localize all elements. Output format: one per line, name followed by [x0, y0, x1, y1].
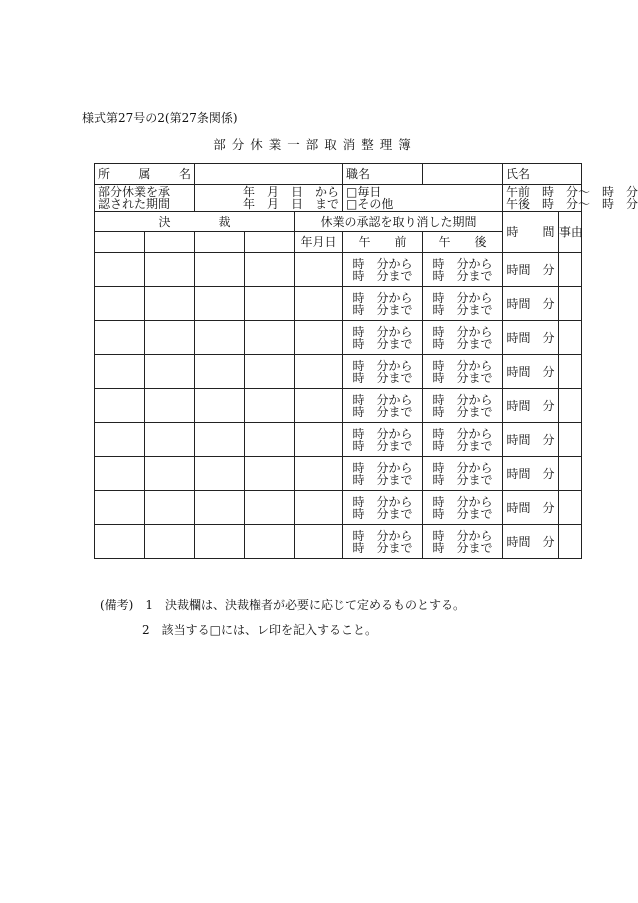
stamp-cell[interactable]: [245, 355, 295, 389]
am-time-cell[interactable]: [343, 423, 423, 457]
stamp-cell[interactable]: [145, 525, 195, 559]
am-time-line: 午前 時 分～ 時 分: [506, 185, 638, 199]
am-time-cell[interactable]: [343, 525, 423, 559]
am-time-cell[interactable]: [343, 321, 423, 355]
time-from: 時 分から: [432, 426, 493, 441]
stamp-cell[interactable]: [245, 525, 295, 559]
stamp-cell[interactable]: [95, 287, 145, 321]
daily-checkbox[interactable]: □毎日: [346, 185, 382, 199]
stamp-cell[interactable]: [145, 389, 195, 423]
hours-value: 時間 分: [506, 330, 555, 345]
reason-cell[interactable]: [559, 389, 582, 423]
stamp-cell[interactable]: [195, 355, 245, 389]
pm-time-cell[interactable]: [423, 423, 503, 457]
form-number-label: 様式第27号の2(第27条関係): [82, 111, 238, 125]
remarks-note-1: (備考) 1 決裁欄は、決裁権者が必要に応じて定めるものとする。: [100, 598, 466, 612]
stamp-cell[interactable]: [145, 457, 195, 491]
date-cell[interactable]: [295, 525, 343, 559]
hours-cell[interactable]: [503, 321, 559, 355]
reason-cell[interactable]: [559, 321, 582, 355]
stamp-cell[interactable]: [195, 287, 245, 321]
remarks-note-2: 2 該当する□には、レ印を記入すること。: [142, 623, 377, 637]
job-title-value-cell[interactable]: [423, 164, 503, 185]
date-cell[interactable]: [295, 287, 343, 321]
stamp-cell[interactable]: [195, 321, 245, 355]
date-cell[interactable]: [295, 355, 343, 389]
reason-cell[interactable]: [559, 355, 582, 389]
approved-period-label-cell: [95, 185, 195, 212]
time-to: 時 分まで: [352, 540, 413, 555]
stamp-cell[interactable]: [245, 389, 295, 423]
decision-slot[interactable]: [95, 232, 145, 253]
stamp-cell[interactable]: [195, 423, 245, 457]
approved-period-row: [95, 185, 582, 212]
stamp-cell[interactable]: [195, 525, 245, 559]
pm-time-cell[interactable]: [423, 253, 503, 287]
approved-period-label-line1: 部分休業を承: [98, 185, 171, 199]
date-from-line: 年 月 日 から: [243, 185, 340, 199]
time-from: 時 分から: [352, 324, 413, 339]
table-row: [95, 491, 582, 525]
am-time-cell[interactable]: [343, 491, 423, 525]
time-to: 時 分まで: [432, 472, 493, 487]
stamp-cell[interactable]: [245, 457, 295, 491]
hours-value: 時間 分: [506, 432, 555, 447]
stamp-cell[interactable]: [145, 287, 195, 321]
stamp-cell[interactable]: [145, 321, 195, 355]
date-cell[interactable]: [295, 491, 343, 525]
stamp-cell[interactable]: [195, 491, 245, 525]
decision-slot[interactable]: [145, 232, 195, 253]
date-to-line: 年 月 日 まで: [243, 197, 340, 211]
pm-time-cell[interactable]: [423, 525, 503, 559]
time-to: 時 分まで: [352, 302, 413, 317]
time-from: 時 分から: [432, 256, 493, 271]
time-from: 時 分から: [352, 426, 413, 441]
time-to: 時 分まで: [352, 506, 413, 521]
time-to: 時 分まで: [352, 404, 413, 419]
pm-time-line: 午後 時 分～ 時 分: [506, 197, 638, 211]
hours-cell[interactable]: [503, 525, 559, 559]
reason-cell[interactable]: [559, 491, 582, 525]
am-time-cell[interactable]: [343, 287, 423, 321]
date-cell[interactable]: [295, 321, 343, 355]
table-row: [95, 321, 582, 355]
stamp-cell[interactable]: [95, 423, 145, 457]
table-row: [95, 423, 582, 457]
reason-cell[interactable]: [559, 253, 582, 287]
time-to: 時 分まで: [432, 404, 493, 419]
decision-label: 決 裁: [95, 212, 295, 232]
hours-cell[interactable]: [503, 253, 559, 287]
time-from: 時 分から: [352, 392, 413, 407]
ymd-label: 年月日: [295, 232, 343, 253]
stamp-cell[interactable]: [95, 457, 145, 491]
stamp-cell[interactable]: [95, 253, 145, 287]
stamp-cell[interactable]: [145, 355, 195, 389]
stamp-cell[interactable]: [245, 253, 295, 287]
hours-cell[interactable]: [503, 491, 559, 525]
pm-time-cell[interactable]: [423, 321, 503, 355]
pm-time-cell[interactable]: [423, 287, 503, 321]
cancellation-ledger-table: [94, 163, 638, 559]
time-from: 時 分から: [432, 324, 493, 339]
time-from: 時 分から: [432, 392, 493, 407]
document-title: 部分休業一部取消整理簿: [213, 137, 417, 152]
affiliation-row: [95, 164, 582, 185]
affiliation-label: 所 属 名: [95, 164, 195, 185]
stamp-cell[interactable]: [145, 423, 195, 457]
am-time-cell[interactable]: [343, 355, 423, 389]
time-to: 時 分まで: [432, 540, 493, 555]
hours-cell[interactable]: [503, 287, 559, 321]
stamp-cell[interactable]: [145, 253, 195, 287]
stamp-cell[interactable]: [95, 321, 145, 355]
decision-slot[interactable]: [245, 232, 295, 253]
table-row: [95, 253, 582, 287]
time-to: 時 分まで: [352, 370, 413, 385]
stamp-cell[interactable]: [245, 423, 295, 457]
hours-value: 時間 分: [506, 500, 555, 515]
time-from: 時 分から: [352, 256, 413, 271]
stamp-cell[interactable]: [145, 491, 195, 525]
table-row: [95, 355, 582, 389]
hours-cell[interactable]: [503, 355, 559, 389]
section-header-row: [95, 212, 582, 232]
other-checkbox[interactable]: □その他: [346, 197, 394, 211]
decision-slot[interactable]: [195, 232, 245, 253]
time-to: 時 分まで: [432, 506, 493, 521]
am-time-cell[interactable]: [343, 389, 423, 423]
approved-period-label-line2: 認された期間: [98, 197, 171, 211]
time-to: 時 分まで: [432, 370, 493, 385]
time-to: 時 分まで: [432, 302, 493, 317]
name-label: 氏名: [506, 167, 531, 181]
hours-value: 時間 分: [506, 534, 555, 549]
stamp-cell[interactable]: [195, 457, 245, 491]
reason-label: 事由: [559, 212, 582, 253]
time-from: 時 分から: [352, 358, 413, 373]
reason-cell[interactable]: [559, 423, 582, 457]
date-cell[interactable]: [295, 253, 343, 287]
hours-cell[interactable]: [503, 423, 559, 457]
frequency-options-cell: [343, 185, 503, 212]
stamp-cell[interactable]: [245, 287, 295, 321]
stamp-cell[interactable]: [245, 491, 295, 525]
stamp-cell[interactable]: [195, 389, 245, 423]
pm-time-cell[interactable]: [423, 491, 503, 525]
job-title-label: 職名: [346, 167, 371, 181]
hours-label: 時 間: [503, 212, 559, 253]
reason-cell[interactable]: [559, 287, 582, 321]
hours-value: 時間 分: [506, 296, 555, 311]
hours-cell[interactable]: [503, 389, 559, 423]
table-row: [95, 525, 582, 559]
date-cell[interactable]: [295, 423, 343, 457]
approved-date-range-cell[interactable]: [195, 185, 343, 212]
reason-cell[interactable]: [559, 525, 582, 559]
table-row: [95, 457, 582, 491]
pm-label: 午 後: [423, 232, 503, 253]
reason-cell[interactable]: [559, 457, 582, 491]
time-to: 時 分まで: [352, 268, 413, 283]
time-from: 時 分から: [432, 460, 493, 475]
time-to: 時 分まで: [352, 472, 413, 487]
ledger-rows: [95, 253, 582, 559]
time-from: 時 分から: [432, 358, 493, 373]
time-from: 時 分から: [432, 528, 493, 543]
time-from: 時 分から: [432, 290, 493, 305]
stamp-cell[interactable]: [95, 355, 145, 389]
am-time-cell[interactable]: [343, 253, 423, 287]
cancel-period-label: 休業の承認を取り消した期間: [295, 212, 503, 232]
time-to: 時 分まで: [352, 336, 413, 351]
time-from: 時 分から: [352, 290, 413, 305]
job-title-cell[interactable]: [343, 164, 423, 185]
am-time-cell[interactable]: [343, 457, 423, 491]
pm-time-cell[interactable]: [423, 355, 503, 389]
pm-time-cell[interactable]: [423, 389, 503, 423]
hours-value: 時間 分: [506, 262, 555, 277]
time-from: 時 分から: [352, 494, 413, 509]
hours-cell[interactable]: [503, 457, 559, 491]
time-to: 時 分まで: [352, 438, 413, 453]
approved-time-range-cell[interactable]: [503, 185, 638, 212]
time-to: 時 分まで: [432, 336, 493, 351]
stamp-cell[interactable]: [195, 253, 245, 287]
pm-time-cell[interactable]: [423, 457, 503, 491]
stamp-cell[interactable]: [95, 491, 145, 525]
table-row: [95, 389, 582, 423]
stamp-cell[interactable]: [245, 321, 295, 355]
time-from: 時 分から: [352, 460, 413, 475]
stamp-cell[interactable]: [95, 389, 145, 423]
name-cell[interactable]: [503, 164, 582, 185]
affiliation-value-cell[interactable]: [195, 164, 343, 185]
hours-value: 時間 分: [506, 398, 555, 413]
time-from: 時 分から: [352, 528, 413, 543]
hours-value: 時間 分: [506, 364, 555, 379]
date-cell[interactable]: [295, 389, 343, 423]
date-cell[interactable]: [295, 457, 343, 491]
stamp-cell[interactable]: [95, 525, 145, 559]
am-label: 午 前: [343, 232, 423, 253]
hours-value: 時間 分: [506, 466, 555, 481]
time-from: 時 分から: [432, 494, 493, 509]
time-to: 時 分まで: [432, 438, 493, 453]
table-row: [95, 287, 582, 321]
time-to: 時 分まで: [432, 268, 493, 283]
